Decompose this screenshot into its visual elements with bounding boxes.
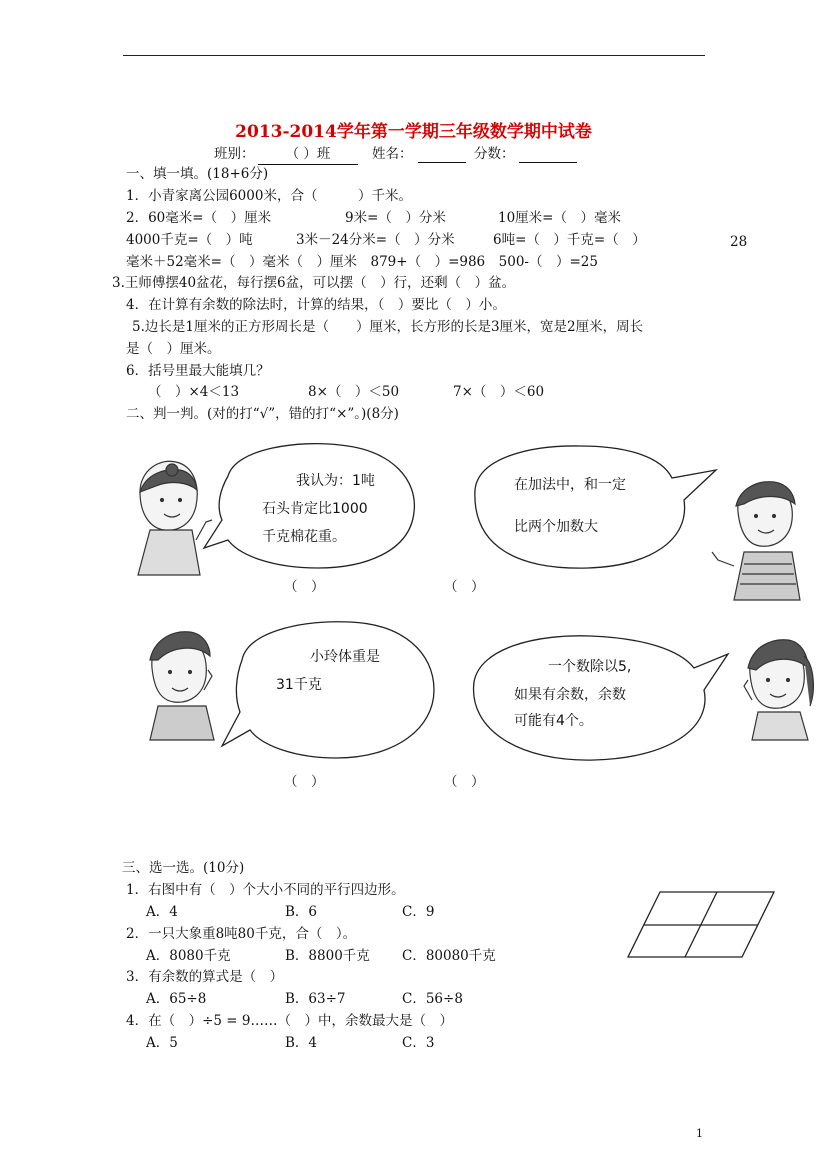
- section1-heading: 一、填一填。(18+6分): [126, 166, 269, 182]
- girl-figure-icon: [744, 640, 813, 740]
- bubble-4-line-2: 如果有余数，余数: [514, 687, 626, 703]
- bubble-4-line-3: 可能有4个。: [514, 713, 593, 729]
- question-1-2b: 9米=（ ）分米: [345, 210, 446, 226]
- answer-blank-1[interactable]: （ ）: [284, 579, 325, 595]
- bubble-3-line-1: 小玲体重是: [310, 649, 380, 665]
- question-1-6a: （ ）×4＜13: [148, 384, 240, 400]
- option-3-1-b[interactable]: B．6: [285, 904, 318, 920]
- question-1-5b: 是（ ）厘米。: [126, 341, 221, 357]
- answer-blank-3[interactable]: （ ）: [284, 774, 325, 790]
- option-3-3-b[interactable]: B．63÷7: [285, 991, 346, 1007]
- question-3-4: 4．在（ ）÷5 = 9……（ ）中，余数最大是（ ）: [126, 1013, 453, 1029]
- question-1-6c: 7×（ ）＜60: [453, 384, 545, 400]
- answer-blank-2[interactable]: （ ）: [444, 579, 485, 595]
- question-1-2g: 28: [730, 234, 748, 250]
- boy-figure-icon: [150, 632, 214, 740]
- section2-heading: 二、判一判。(对的打“√”，错的打“×”。)(8分): [126, 406, 399, 422]
- score-label: 分数：: [474, 146, 515, 162]
- option-3-3-a[interactable]: A．65÷8: [146, 991, 207, 1007]
- question-1-5a: 5.边长是1厘米的正方形周长是（ ）厘米，长方形的长是3厘米，宽是2厘米，周长: [132, 319, 644, 335]
- question-1-2f: 6吨=（ ）千克=（ ）: [493, 232, 646, 248]
- bubble-1-line-3: 千克棉花重。: [262, 529, 346, 545]
- question-1-2h: 毫米＋52毫米=（ ）毫米（ ）厘米 879+（ ）=986 500-（ ）=25: [126, 254, 598, 270]
- bubble-1-line-2: 石头肯定比1000: [262, 501, 368, 517]
- speech-bubble-3: [222, 622, 434, 758]
- question-1-2d: 4000千克=（ ）吨: [126, 232, 253, 248]
- option-3-1-a[interactable]: A．4: [146, 904, 178, 920]
- parallelogram-figure-icon: [628, 892, 774, 957]
- question-3-2: 2．一只大象重8吨80千克，合（ ）。: [126, 926, 357, 942]
- question-1-2c: 10厘米=（ ）毫米: [498, 210, 621, 226]
- answer-blank-4[interactable]: （ ）: [444, 774, 485, 790]
- option-3-2-a[interactable]: A．8080千克: [146, 948, 231, 964]
- question-1-4: 4．在计算有余数的除法时，计算的结果，（ ）要比（ ）小。: [126, 297, 506, 313]
- girl-figure-icon: [138, 461, 212, 575]
- exam-title: 2013-2014学年第一学期三年级数学期中试卷: [235, 122, 592, 142]
- question-3-1: 1．右图中有（ ）个大小不同的平行四边形。: [126, 882, 405, 898]
- option-3-4-b[interactable]: B．4: [285, 1035, 318, 1051]
- name-label: 姓名：: [372, 146, 413, 162]
- bubble-2-line-2: 比两个加数大: [514, 519, 598, 535]
- speech-bubble-2: [475, 446, 716, 568]
- page-number: 1: [696, 1127, 703, 1140]
- question-1-3: 3.王师傅摆40盆花，每行摆6盆，可以摆（ ）行，还剩（ ）盆。: [112, 275, 516, 291]
- section3-heading: 三、选一选。(10分): [122, 860, 245, 876]
- question-3-3: 3．有余数的算式是（ ）: [126, 969, 284, 985]
- question-1-2e: 3米－24分米=（ ）分米: [296, 232, 455, 248]
- option-3-1-c[interactable]: C．9: [402, 904, 435, 920]
- bubble-3-line-2: 31千克: [276, 677, 322, 693]
- question-1-2a: 2．60毫米=（ ）厘米: [126, 210, 272, 226]
- option-3-4-a[interactable]: A．5: [146, 1035, 178, 1051]
- bubble-2-line-1: 在加法中，和一定: [514, 477, 626, 493]
- class-label: 班别：: [214, 146, 255, 162]
- question-1-1: 1．小青家离公园6000米，合（ ）千米。: [126, 188, 412, 204]
- class-field[interactable]: （ ）班: [258, 148, 358, 165]
- option-3-2-b[interactable]: B．8800千克: [285, 948, 370, 964]
- option-3-3-c[interactable]: C．56÷8: [402, 991, 463, 1007]
- boy-figure-icon: [712, 482, 800, 600]
- option-3-4-c[interactable]: C．3: [402, 1035, 435, 1051]
- question-1-6b: 8×（ ）＜50: [308, 384, 400, 400]
- question-1-6: 6．括号里最大能填几？: [126, 363, 270, 379]
- option-3-2-c[interactable]: C．80080千克: [402, 948, 496, 964]
- bubble-4-line-1: 一个数除以5,: [548, 659, 632, 675]
- bubble-1-line-1: 我认为：1吨: [296, 473, 375, 489]
